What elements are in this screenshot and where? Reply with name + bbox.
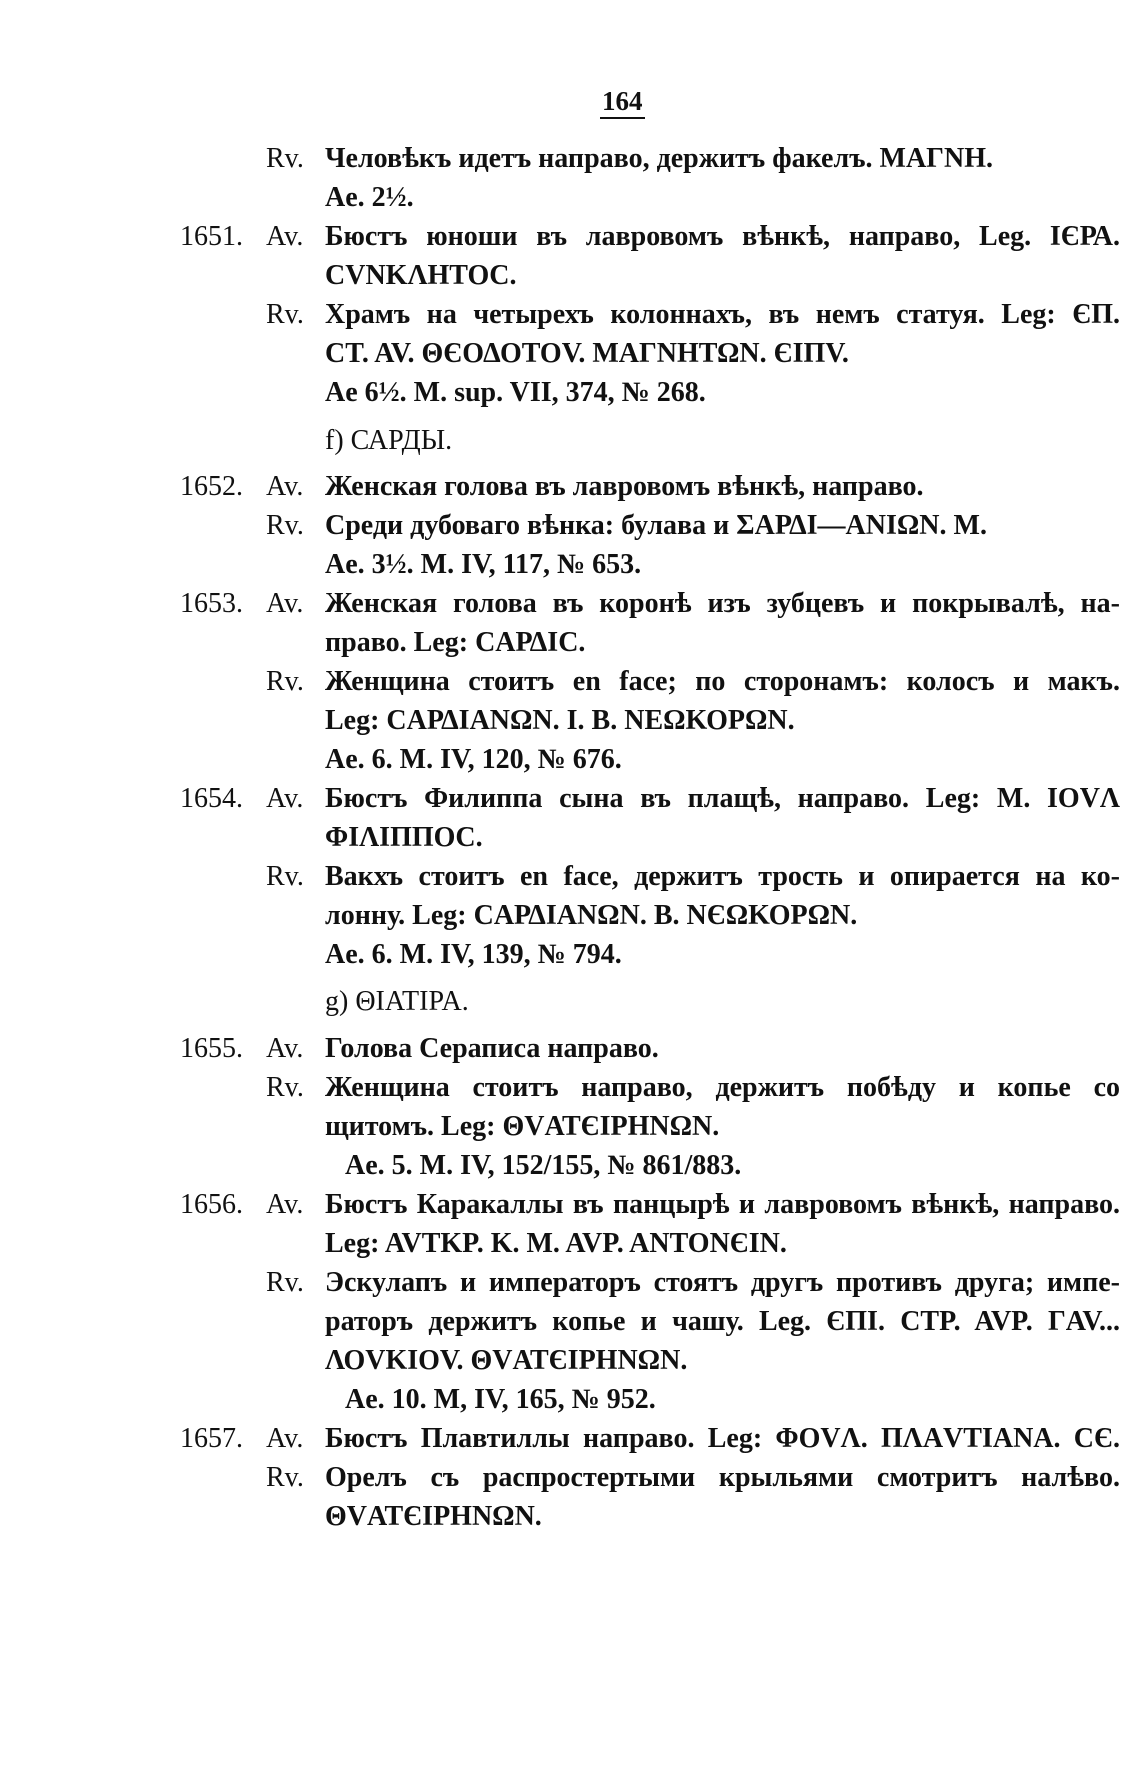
text-line xyxy=(0,1223,1140,1265)
coin-side-label: Av. xyxy=(266,471,304,502)
line-text: лонну. Leg: CΑΡΔΙΑΝΩΝ. B. NЄΩΚΟΡΩΝ. xyxy=(325,900,858,931)
line-text: Женщина стоитъ en face; по сторонамъ: колосъ и макъ. xyxy=(325,666,1120,697)
coin-side-label: Av. xyxy=(266,783,304,814)
entry-number: 1657. xyxy=(180,1423,243,1454)
line-text: Человѣкъ идетъ направо, держитъ факелъ. ΜΑΓΝΗ. xyxy=(325,143,993,174)
text-line xyxy=(0,895,1140,937)
text-line xyxy=(0,333,1140,375)
line-text: Leg: AVTKP. K. M. AVP. ANTONЄIN. xyxy=(325,1228,787,1259)
coin-side-label: Rv. xyxy=(266,299,304,330)
coin-side-label: Rv. xyxy=(266,666,304,697)
text-line xyxy=(0,544,1140,586)
line-text: щитомъ. Leg: ΘVΑΤЄΙΡΗΝΩΝ. xyxy=(325,1111,720,1142)
text-line xyxy=(0,177,1140,219)
text-line xyxy=(0,1184,1140,1226)
line-text: Вакхъ стоитъ en face, держитъ трость и опирается на ко- xyxy=(325,861,1120,892)
line-text: Ae. 10. M, IV, 165, № 952. xyxy=(345,1384,656,1415)
text-line xyxy=(0,934,1140,976)
text-line xyxy=(0,1145,1140,1187)
entry-number: 1655. xyxy=(180,1033,243,1064)
text-line xyxy=(0,778,1140,820)
line-text: Храмъ на четырехъ колоннахъ, въ немъ статуя. Leg: ЄΠ. xyxy=(325,299,1120,330)
line-text: Бюстъ юноши въ лавровомъ вѣнкѣ, направо, Leg. ΙЄΡΑ. xyxy=(325,221,1120,252)
text-line xyxy=(0,856,1140,898)
text-line xyxy=(0,1067,1140,1109)
entry-number: 1651. xyxy=(180,221,243,252)
text-line xyxy=(0,1340,1140,1382)
text-line xyxy=(0,700,1140,742)
text-line xyxy=(0,1379,1140,1421)
text-line xyxy=(0,817,1140,859)
line-text: ΘVΑΤЄΙΡΗΝΩΝ. xyxy=(325,1501,542,1532)
coin-side-label: Av. xyxy=(266,1189,304,1220)
line-text: Ae. 6. M. IV, 120, № 676. xyxy=(325,744,622,775)
text-line xyxy=(0,294,1140,336)
line-text: Бюстъ Каракаллы въ панцырѣ и лавровомъ вѣнкѣ, направо. xyxy=(325,1189,1120,1220)
line-text: Среди дубоваго вѣнка: булава и ΣΑΡΔΙ—ΑΝΙΩΝ. M. xyxy=(325,510,987,541)
line-text: Ae. 3½. M. IV, 117, № 653. xyxy=(325,549,642,580)
line-text: Орелъ съ распростертыми крыльями смотритъ налѣво. xyxy=(325,1462,1120,1493)
line-text: Женщина стоитъ направо, держитъ побѣду и копье со xyxy=(325,1072,1120,1103)
line-text: Женская голова въ лавровомъ вѣнкѣ, направо. xyxy=(325,471,924,502)
coin-side-label: Av. xyxy=(266,1033,304,1064)
text-line xyxy=(0,255,1140,297)
entry-number: 1654. xyxy=(180,783,243,814)
coin-side-label: Rv. xyxy=(266,861,304,892)
line-text: право. Leg: CΑΡΔΙC. xyxy=(325,627,586,658)
section-heading: g) ΘΙΑΤΙΡΑ. xyxy=(325,986,469,1017)
page-number: 164 xyxy=(600,86,645,119)
coin-side-label: Rv. xyxy=(266,1267,304,1298)
line-text: Leg: CΑΡΔΙΑΝΩΝ. I. B. NEΩΚΟΡΩΝ. xyxy=(325,705,795,736)
line-text: ΛΟVΚΙΟV. ΘVΑΤЄΙΡΗΝΩΝ. xyxy=(325,1345,688,1376)
line-text: Голова Сераписа направо. xyxy=(325,1033,659,1064)
text-line xyxy=(0,981,1140,1023)
text-line xyxy=(0,622,1140,664)
line-text: Бюстъ Плавтиллы направо. Leg: ΦΟVΛ. ΠΛΑVΤΙΑΝΑ. CЄ. xyxy=(325,1423,1120,1454)
coin-side-label: Rv. xyxy=(266,143,304,174)
text-line xyxy=(0,466,1140,508)
text-line xyxy=(0,138,1140,180)
text-line xyxy=(0,583,1140,625)
text-line xyxy=(0,1262,1140,1304)
coin-side-label: Av. xyxy=(266,588,304,619)
coin-side-label: Av. xyxy=(266,1423,304,1454)
line-text: Эскулапъ и императоръ стоятъ другъ противъ друга; импе- xyxy=(325,1267,1120,1298)
line-text: CT. AV. ΘЄΟΔΟΤΟV. ΜΑΓΝΗΤΩΝ. ЄΙΠV. xyxy=(325,338,849,369)
text-line xyxy=(0,420,1140,462)
line-text: Ae. 2½. xyxy=(325,182,414,213)
coin-side-label: Rv. xyxy=(266,510,304,541)
line-text: Женская голова въ коронѣ изъ зубцевъ и покрывалѣ, на- xyxy=(325,588,1120,619)
text-line xyxy=(0,1028,1140,1070)
line-text: ΦΙΛΙΠΠΟC. xyxy=(325,822,483,853)
line-text: раторъ держитъ копье и чашу. Leg. ЄΠΙ. CTP. AVP. ΓAV... xyxy=(325,1306,1120,1337)
entry-number: 1653. xyxy=(180,588,243,619)
line-text: Бюстъ Филиппа сына въ плащѣ, направо. Leg: M. IOVΛ xyxy=(325,783,1120,814)
text-line xyxy=(0,739,1140,781)
coin-side-label: Rv. xyxy=(266,1462,304,1493)
text-line xyxy=(0,1418,1140,1460)
line-text: Ae. 5. M. IV, 152/155, № 861/883. xyxy=(345,1150,742,1181)
line-text: Ae. 6. M. IV, 139, № 794. xyxy=(325,939,622,970)
text-line xyxy=(0,505,1140,547)
coin-side-label: Av. xyxy=(266,221,304,252)
line-text: Ae 6½. M. sup. VII, 374, № 268. xyxy=(325,377,706,408)
text-line xyxy=(0,1301,1140,1343)
text-line xyxy=(0,216,1140,258)
text-line xyxy=(0,661,1140,703)
text-line xyxy=(0,372,1140,414)
text-line xyxy=(0,1496,1140,1538)
text-line xyxy=(0,1457,1140,1499)
entry-number: 1656. xyxy=(180,1189,243,1220)
coin-side-label: Rv. xyxy=(266,1072,304,1103)
line-text: CVNKΛΗΤΟC. xyxy=(325,260,517,291)
text-line xyxy=(0,1106,1140,1148)
section-heading: f) САРДЫ. xyxy=(325,425,453,456)
entry-number: 1652. xyxy=(180,471,243,502)
